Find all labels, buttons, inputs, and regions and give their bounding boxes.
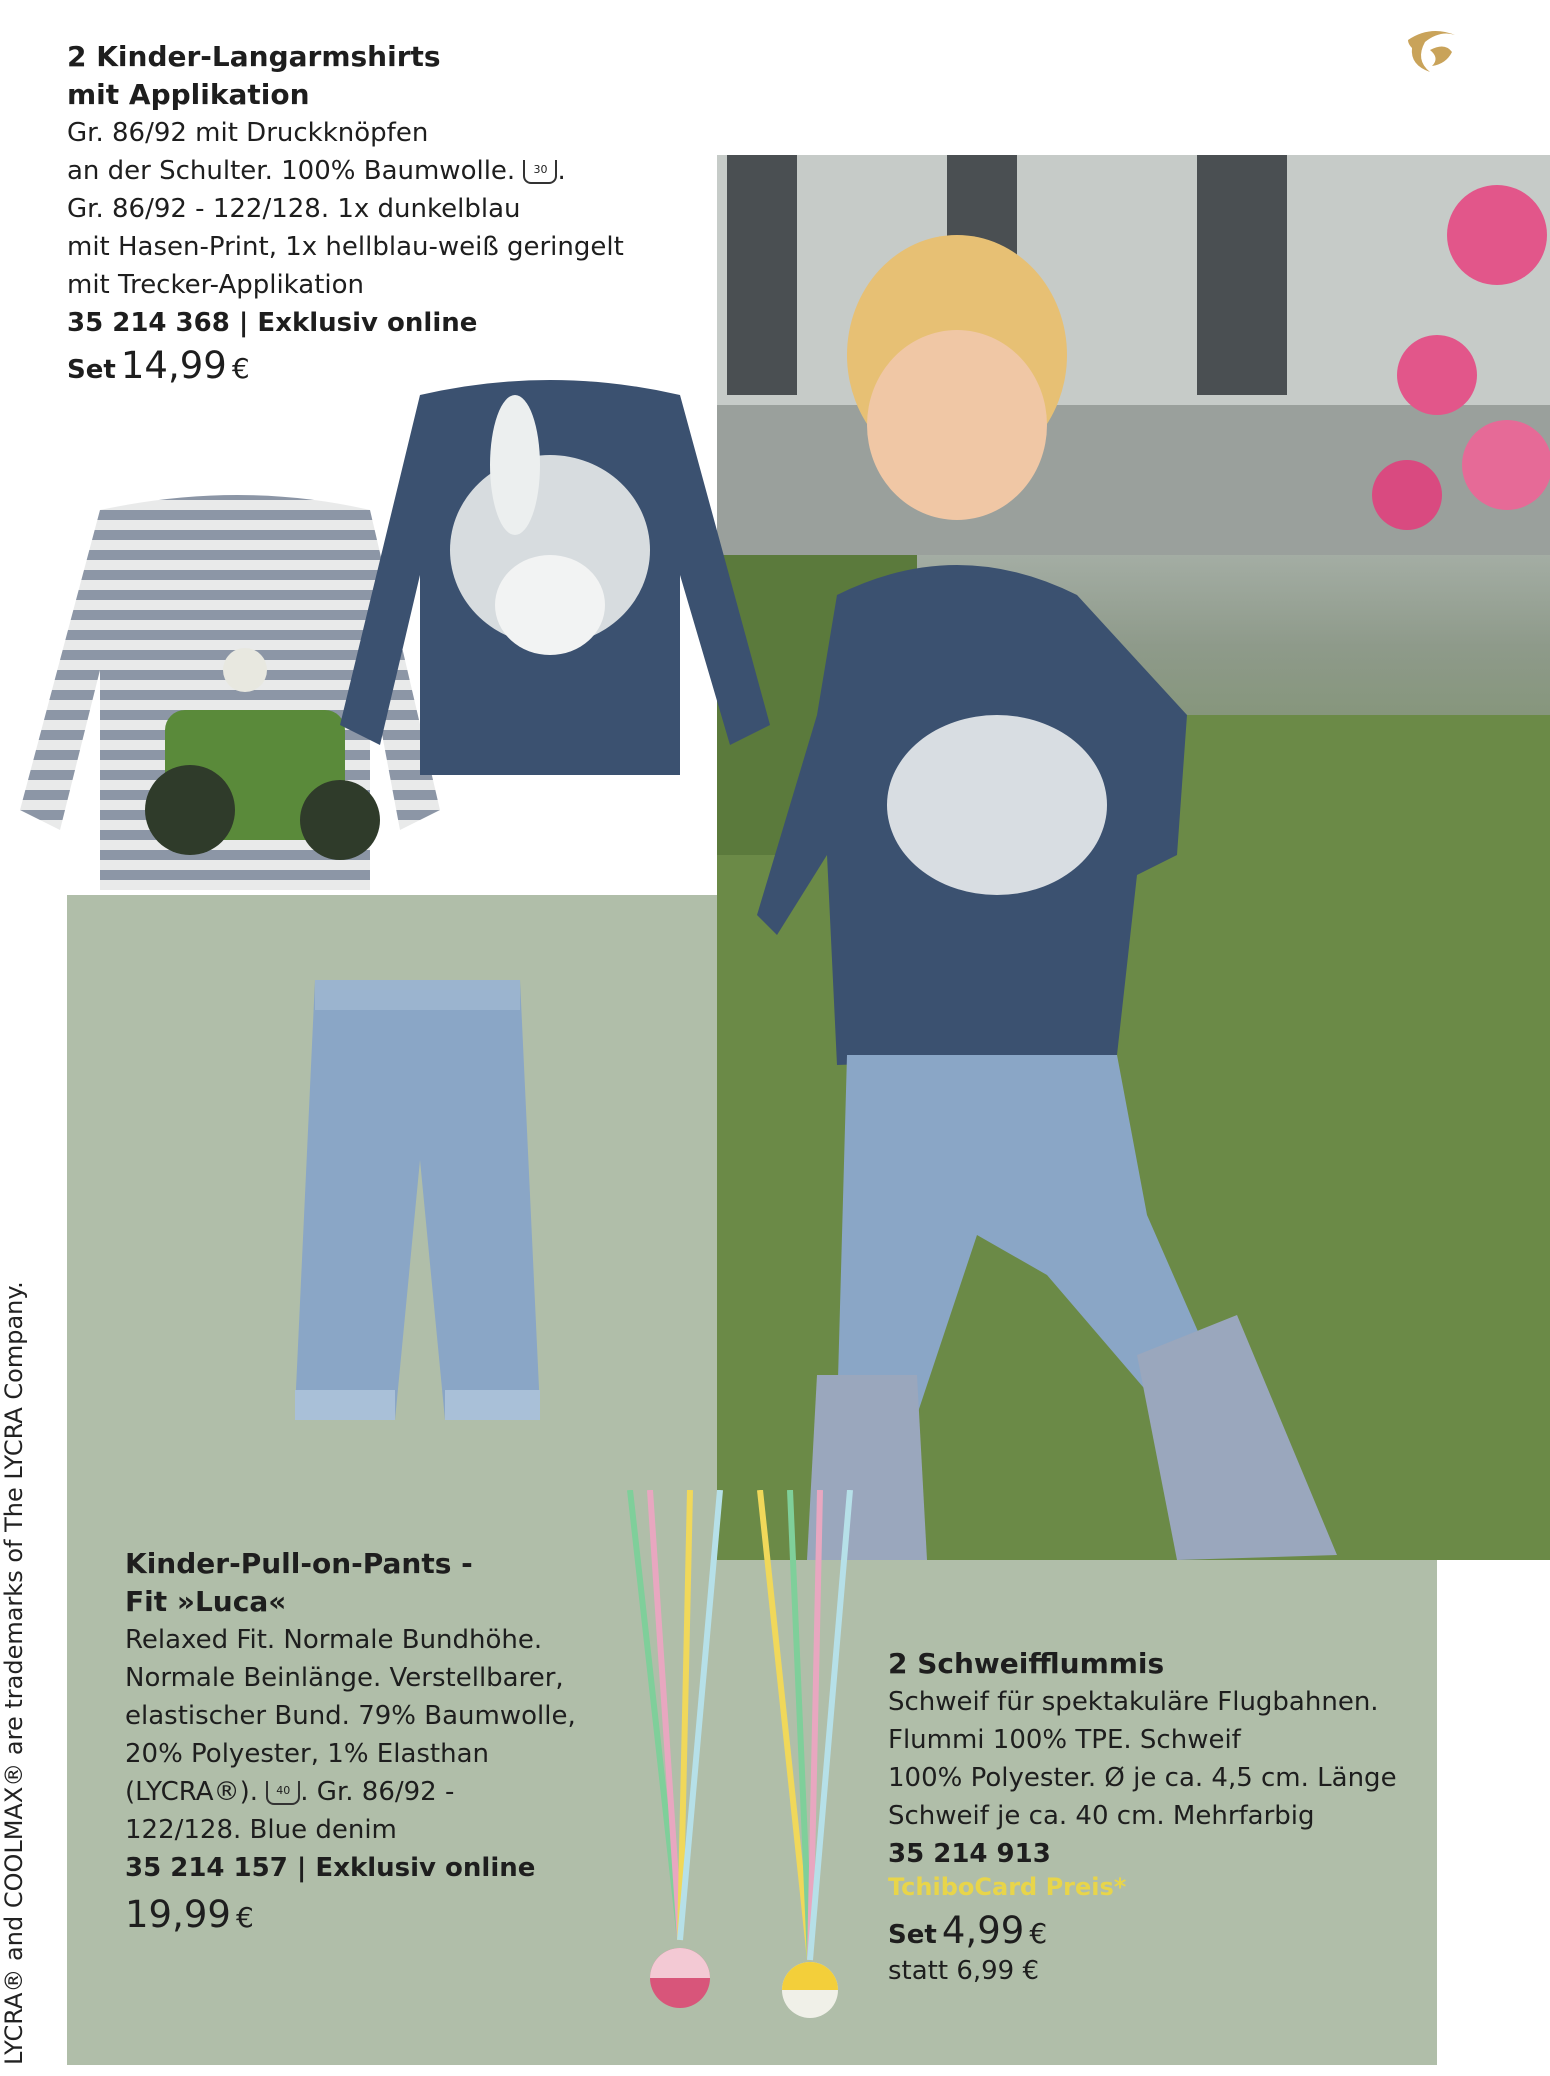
product1-desc-line4: mit Hasen-Print, 1x hellblau-weiß geringelt: [67, 232, 624, 262]
product3-title: 2 Schweifflummis: [888, 1647, 1165, 1680]
product1-desc-line1: Gr. 86/92 mit Druckknöpfen: [67, 118, 429, 148]
product3-currency: €: [1029, 1917, 1048, 1950]
product2-desc-line5: (LYCRA®).: [125, 1777, 258, 1807]
care-wash-icon: 30: [523, 160, 557, 184]
product3-desc-line1: Schweif für spektakuläre Flugbahnen.: [888, 1687, 1379, 1717]
product3-desc-line4: Schweif je ca. 40 cm. Mehrfarbig: [888, 1801, 1315, 1831]
product3-desc-line2: Flummi 100% TPE. Schweif: [888, 1725, 1241, 1755]
child-photo: [717, 155, 1550, 1560]
product1-set-label: Set: [67, 355, 116, 385]
bunny-shirt-image: [340, 375, 770, 780]
product3-price-row: [888, 1909, 1428, 1952]
product1-price: 14,99: [120, 344, 227, 387]
product2-desc-line2: Normale Beinlänge. Verstellbarer,: [125, 1663, 564, 1693]
product2-desc-line3: elastischer Bund. 79% Baumwolle,: [125, 1701, 576, 1731]
product2-desc-line7: 122/128. Blue denim: [125, 1815, 397, 1845]
ribbon-balls-image: [620, 1490, 860, 2020]
tchibo-logo-icon: [1400, 20, 1460, 80]
product1-desc-line2-wrap: an der Schulter. 100% Baumwolle. 30 .: [67, 156, 566, 186]
product2-desc-line6: . Gr. 86/92 -: [300, 1777, 455, 1807]
product2-article: 35 214 157 | Exklusiv online: [125, 1853, 536, 1883]
product1-desc-line5: mit Trecker-Applikation: [67, 270, 365, 300]
trademark-footnote: LYCRA® and COOLMAX® are trademarks of The LYCRA Company.: [0, 1281, 28, 2065]
product3-article: 35 214 913: [888, 1839, 1051, 1869]
product1-block: [67, 38, 707, 387]
product1-article: 35 214 368 | Exklusiv online: [67, 308, 478, 338]
product3-desc-line3: 100% Polyester. Ø je ca. 4,5 cm. Länge: [888, 1763, 1397, 1793]
product1-title-line2: mit Applikation: [67, 78, 310, 111]
product2-currency: €: [236, 1901, 254, 1934]
product2-price: 19,99: [125, 1893, 231, 1936]
care-wash-icon: 40: [266, 1781, 300, 1805]
product3-tchibocard-label: TchiboCard Preis*: [888, 1873, 1127, 1901]
product1-title-line1: 2 Kinder-Langarmshirts: [67, 40, 441, 73]
product1-currency: €: [231, 352, 250, 385]
product2-desc-line1: Relaxed Fit. Normale Bundhöhe.: [125, 1625, 543, 1655]
product1-desc-line2: an der Schulter. 100% Baumwolle.: [67, 156, 516, 186]
product3-price: 4,99: [941, 1909, 1025, 1952]
product3-block: [888, 1645, 1428, 1990]
product2-title-line2: Fit »Luca«: [125, 1585, 287, 1618]
product3-old-price: statt 6,99 €: [888, 1956, 1040, 1986]
product1-desc-line3: Gr. 86/92 - 122/128. 1x dunkelblau: [67, 194, 521, 224]
product2-title-line1: Kinder-Pull-on-Pants -: [125, 1547, 473, 1580]
child-photo-illustration: [717, 155, 1550, 1560]
denim-pants-image: [285, 980, 550, 1430]
product3-set-label: Set: [888, 1920, 937, 1950]
product2-desc-line4: 20% Polyester, 1% Elasthan: [125, 1739, 489, 1769]
